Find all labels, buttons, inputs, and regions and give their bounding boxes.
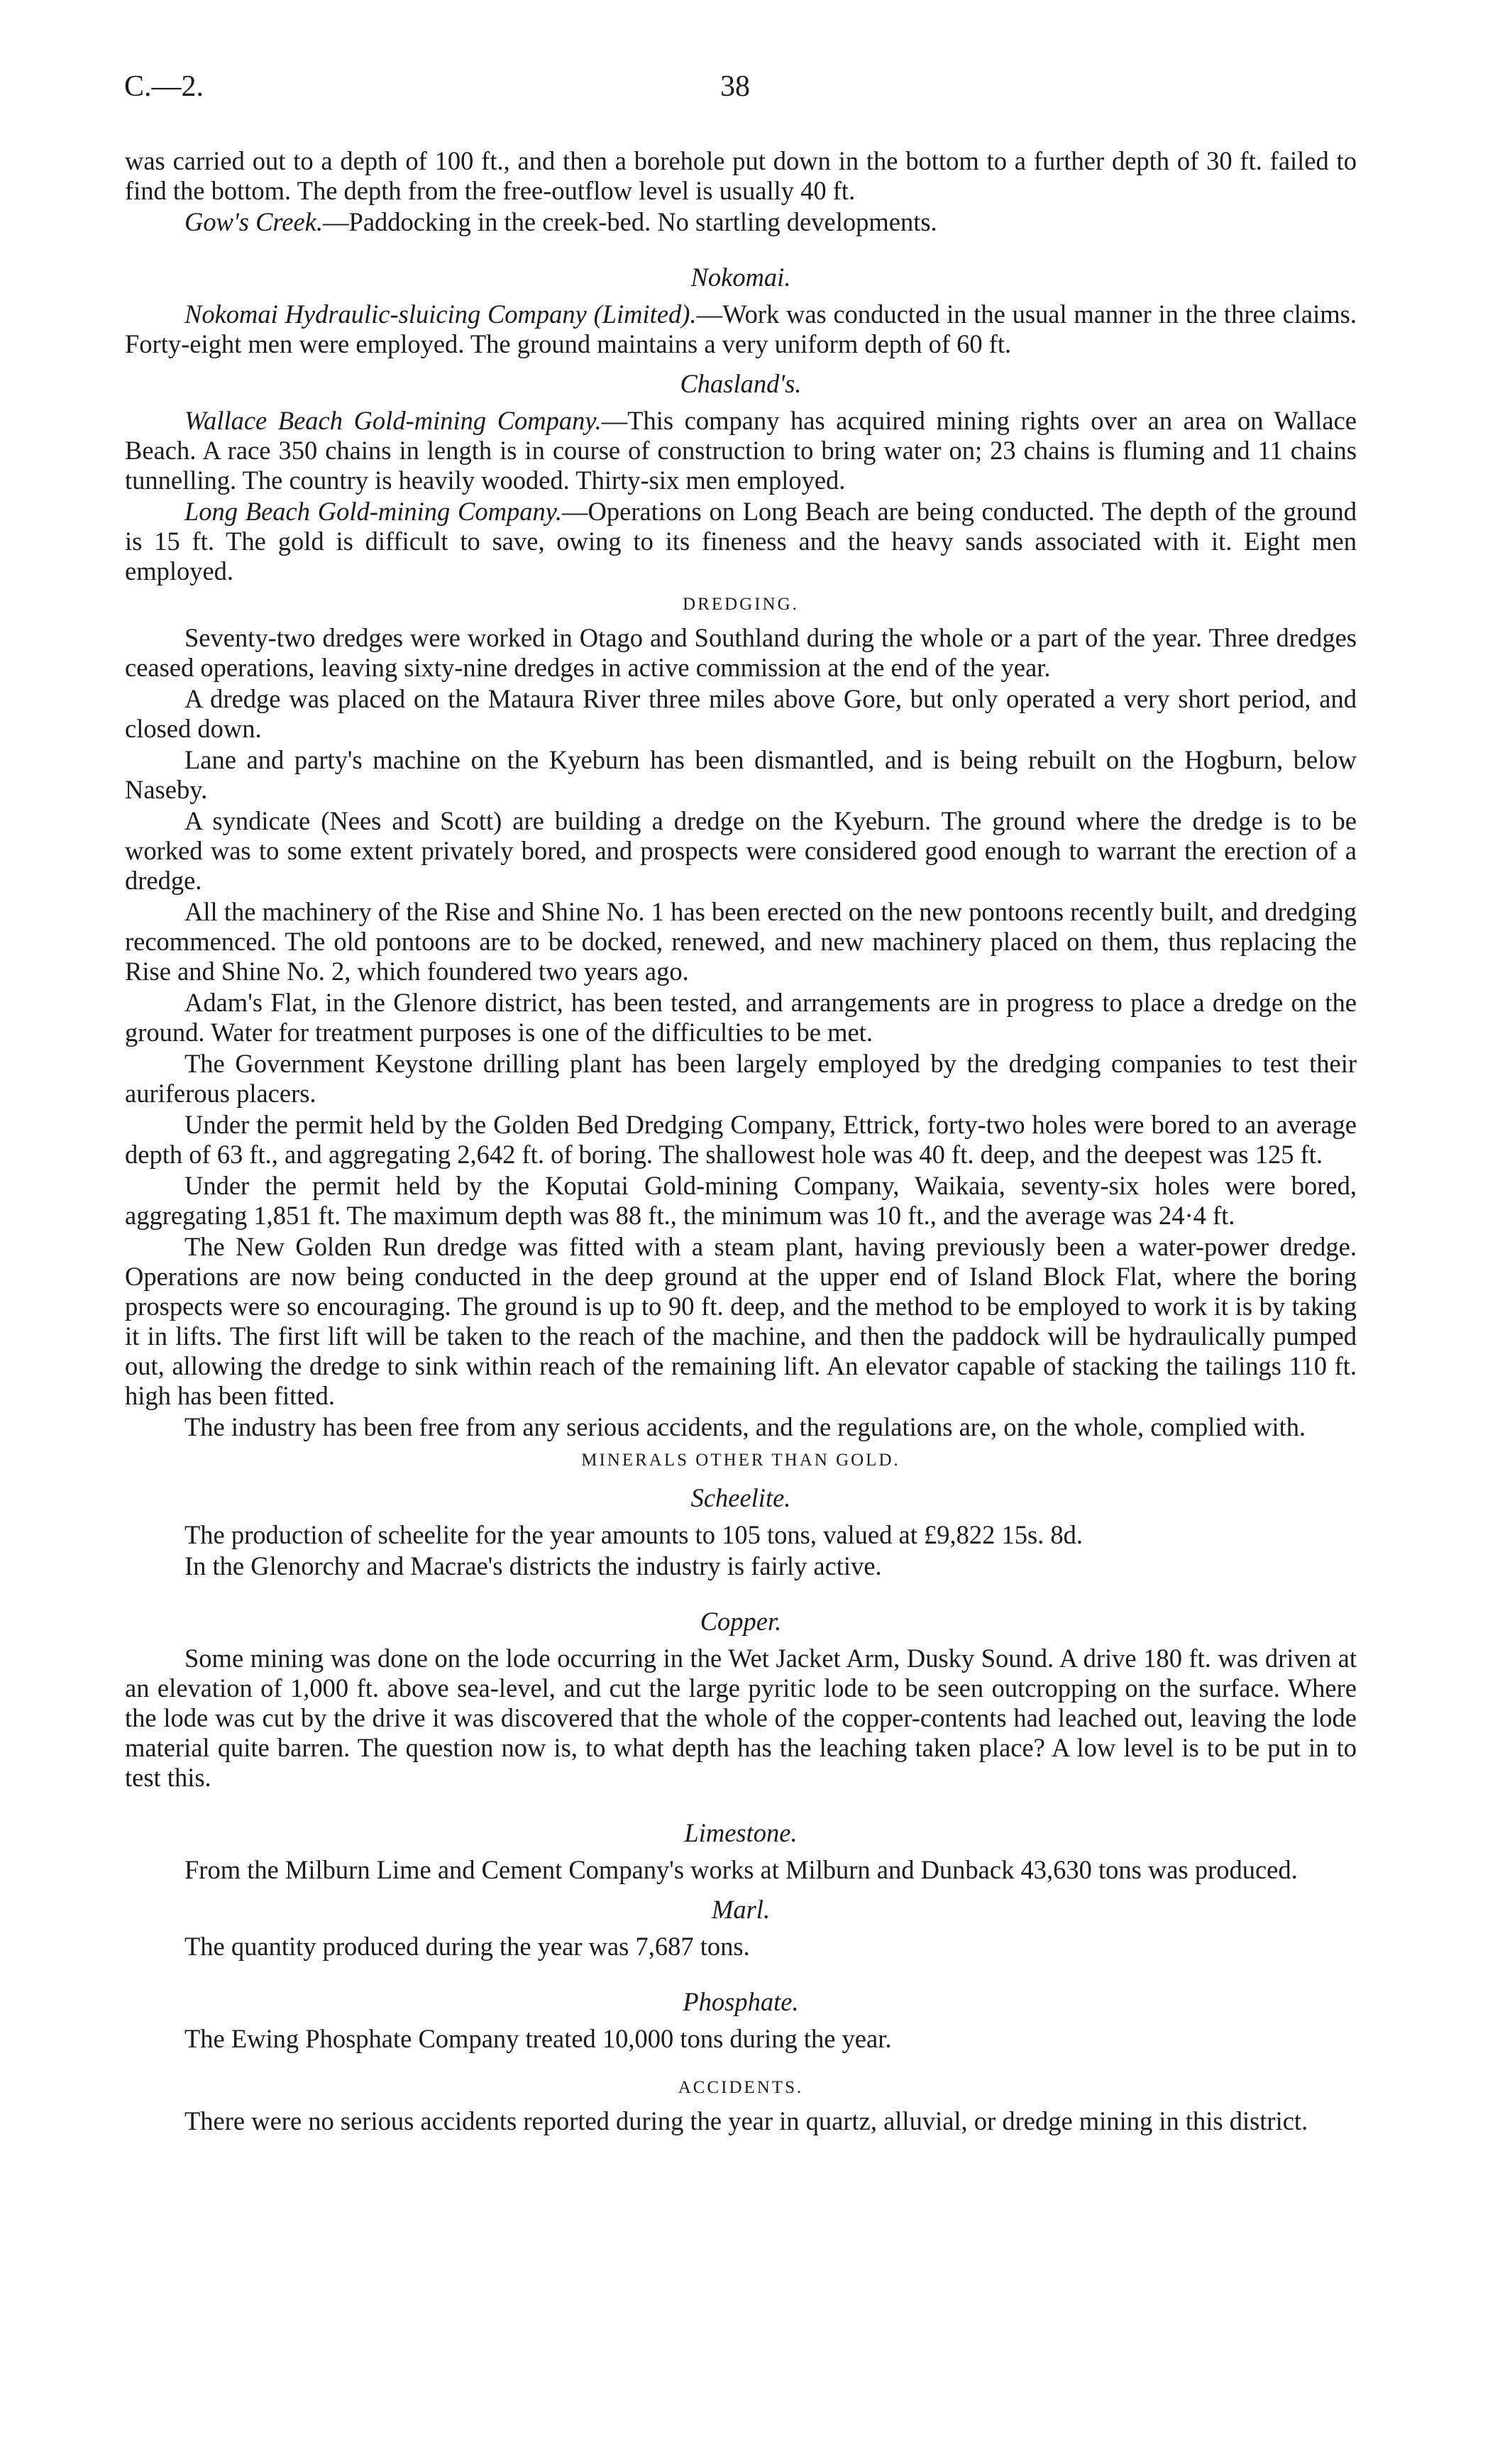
dredging-paragraph: The New Golden Run dredge was fitted with a steam plant, having previously been a water-power dredge. Operations are now being conducted in the deep ground at the upper end of Island Block Flat, where the boring prospects were so encouraging. The ground is up to 90 ft. deep, and the method to be employed to work it is by taking it in lifts. The first lift will be taken to the reach of the machine, and then the paddock will be hydraulically pumped out, allowing the dredge to sink within reach of the remaining lift. An elevator capable of stacking the tailings 110 ft. high has been fitted. xyxy=(125,1232,1357,1410)
marl-heading: Marl. xyxy=(711,1895,771,1924)
report-reference: C.—2. xyxy=(124,70,204,103)
dredging-paragraph: Seventy-two dredges were worked in Otago and Southland during the whole or a part of the year. Three dredges ceased operations, leaving sixty-nine dredges in active commission at the end of the year. xyxy=(125,623,1357,682)
dredging-paragraph: A dredge was placed on the Mataura River three miles above Gore, but only operated a very short period, and closed down. xyxy=(125,684,1357,743)
dredging-paragraph: A syndicate (Nees and Scott) are building a dredge on the Kyeburn. The ground where the dredge is to be worked was to some extent privately bored, and prospects were considered good enough to warrant the erection of a dredge. xyxy=(125,806,1357,895)
dredging-paragraph: The Government Keystone drilling plant has been largely employed by the dredging companies to test their auriferous placers. xyxy=(125,1049,1357,1108)
dredging-paragraph: The industry has been free from any serious accidents, and the regulations are, on the whole, complied with. xyxy=(184,1412,1306,1441)
dredging-paragraph: Lane and party's machine on the Kyeburn has been dismantled, and is being rebuilt on the Hogburn, below Naseby. xyxy=(125,745,1357,804)
dredging-paragraph: Adam's Flat, in the Glenore district, has been tested, and arrangements are in progress to place a dredge on the ground. Water for treatment purposes is one of the difficulties to be met. xyxy=(125,988,1357,1047)
limestone-heading: Limestone. xyxy=(684,1818,798,1847)
nokomai-company-name: Nokomai Hydraulic-sluicing Company (Limited). xyxy=(184,299,697,329)
scheelite-heading: Scheelite. xyxy=(690,1483,791,1512)
accidents-heading: ACCIDENTS. xyxy=(678,2078,804,2097)
gows-creek-name: Gow's Creek. xyxy=(184,207,324,236)
page-body xyxy=(125,146,1357,2138)
minerals-heading: MINERALS OTHER THAN GOLD. xyxy=(581,1451,900,1470)
copper-paragraph: Some mining was done on the lode occurring in the Wet Jacket Arm, Dusky Sound. A drive 180 ft. was driven at an elevation of 1,000 ft. above sea-level, and cut the large pyritic lode to be seen outcropping on the surface. Where the lode was cut by the drive it was discovered that the whole of the copper-contents had leached out, leaving the lode material quite barren. The question now is, to what depth has the leaching taken place? A low level is to be put in to test this. xyxy=(125,1644,1357,1792)
nokomai-paragraph xyxy=(125,299,1357,359)
long-beach-paragraph xyxy=(125,497,1357,586)
chasland-heading: Chasland's. xyxy=(680,369,802,398)
long-beach-text: —Operations on Long Beach are being conducted. The depth of the ground is 15 ft. The gold is difficult to save, owing to its fineness and the heavy sands associated with it. Eight men employed. xyxy=(125,497,1357,585)
nokomai-text: —Work was conducted in the usual manner in the three claims. Forty-eight men were employed. The ground maintains a very uniform depth of 60 ft. xyxy=(125,299,1357,358)
marl-paragraph: The quantity produced during the year was 7,687 tons. xyxy=(184,1932,750,1961)
dredging-heading: DREDGING. xyxy=(683,595,799,614)
nokomai-heading: Nokomai. xyxy=(690,263,791,292)
limestone-paragraph: From the Milburn Lime and Cement Company's works at Milburn and Dunback 43,630 tons was produced. xyxy=(184,1855,1298,1884)
dredging-paragraph: All the machinery of the Rise and Shine No. 1 has been erected on the new pontoons recently built, and dredging recommenced. The old pontoons are to be docked, renewed, and new machinery placed on them, thus replacing the Rise and Shine No. 2, which foundered two years ago. xyxy=(125,897,1357,986)
dredging-paragraph: Under the permit held by the Golden Bed Dredging Company, Ettrick, forty-two holes were bored to an average depth of 63 ft., and aggregating 2,642 ft. of boring. The shallowest hole was 40 ft. deep, and the deepest was 125 ft. xyxy=(125,1110,1357,1169)
scheelite-production-paragraph: The production of scheelite for the year amounts to 105 tons, valued at £9,822 15s. 8d. xyxy=(184,1520,1083,1549)
accidents-paragraph: There were no serious accidents reported during the year in quartz, alluvial, or dredge mining in this district. xyxy=(184,2106,1308,2135)
wallace-beach-company-name: Wallace Beach Gold-mining Company. xyxy=(184,406,602,435)
gows-creek-text: —Paddocking in the creek-bed. No startling developments. xyxy=(323,207,937,236)
long-beach-company-name: Long Beach Gold-mining Company. xyxy=(184,497,563,526)
dredging-paragraph: Under the permit held by the Koputai Gold-mining Company, Waikaia, seventy-six holes were bored, aggregating 1,851 ft. The maximum depth was 88 ft., the minimum was 10 ft., and the average was 24·4 ft. xyxy=(125,1171,1357,1230)
phosphate-heading: Phosphate. xyxy=(683,1987,799,2016)
wallace-beach-paragraph xyxy=(125,406,1357,495)
scheelite-districts-paragraph: In the Glenorchy and Macrae's districts the industry is fairly active. xyxy=(184,1551,882,1580)
phosphate-paragraph: The Ewing Phosphate Company treated 10,000 tons during the year. xyxy=(184,2024,892,2053)
page-number: 38 xyxy=(720,70,750,103)
continuation-paragraph: was carried out to a depth of 100 ft., and then a borehole put down in the bottom to a further depth of 30 ft. failed to find the bottom. The depth from the free-outflow level is usually 40 ft. xyxy=(125,146,1357,205)
copper-heading: Copper. xyxy=(700,1607,782,1636)
wallace-beach-text: —This company has acquired mining rights over an area on Wallace Beach. A race 350 chains in length is in course of construction to bring water on; 23 chains is fluming and 11 chains tunnelling. The country is heavily wooded. Thirty-six men employed. xyxy=(125,406,1357,495)
gows-creek-paragraph xyxy=(125,207,1357,237)
